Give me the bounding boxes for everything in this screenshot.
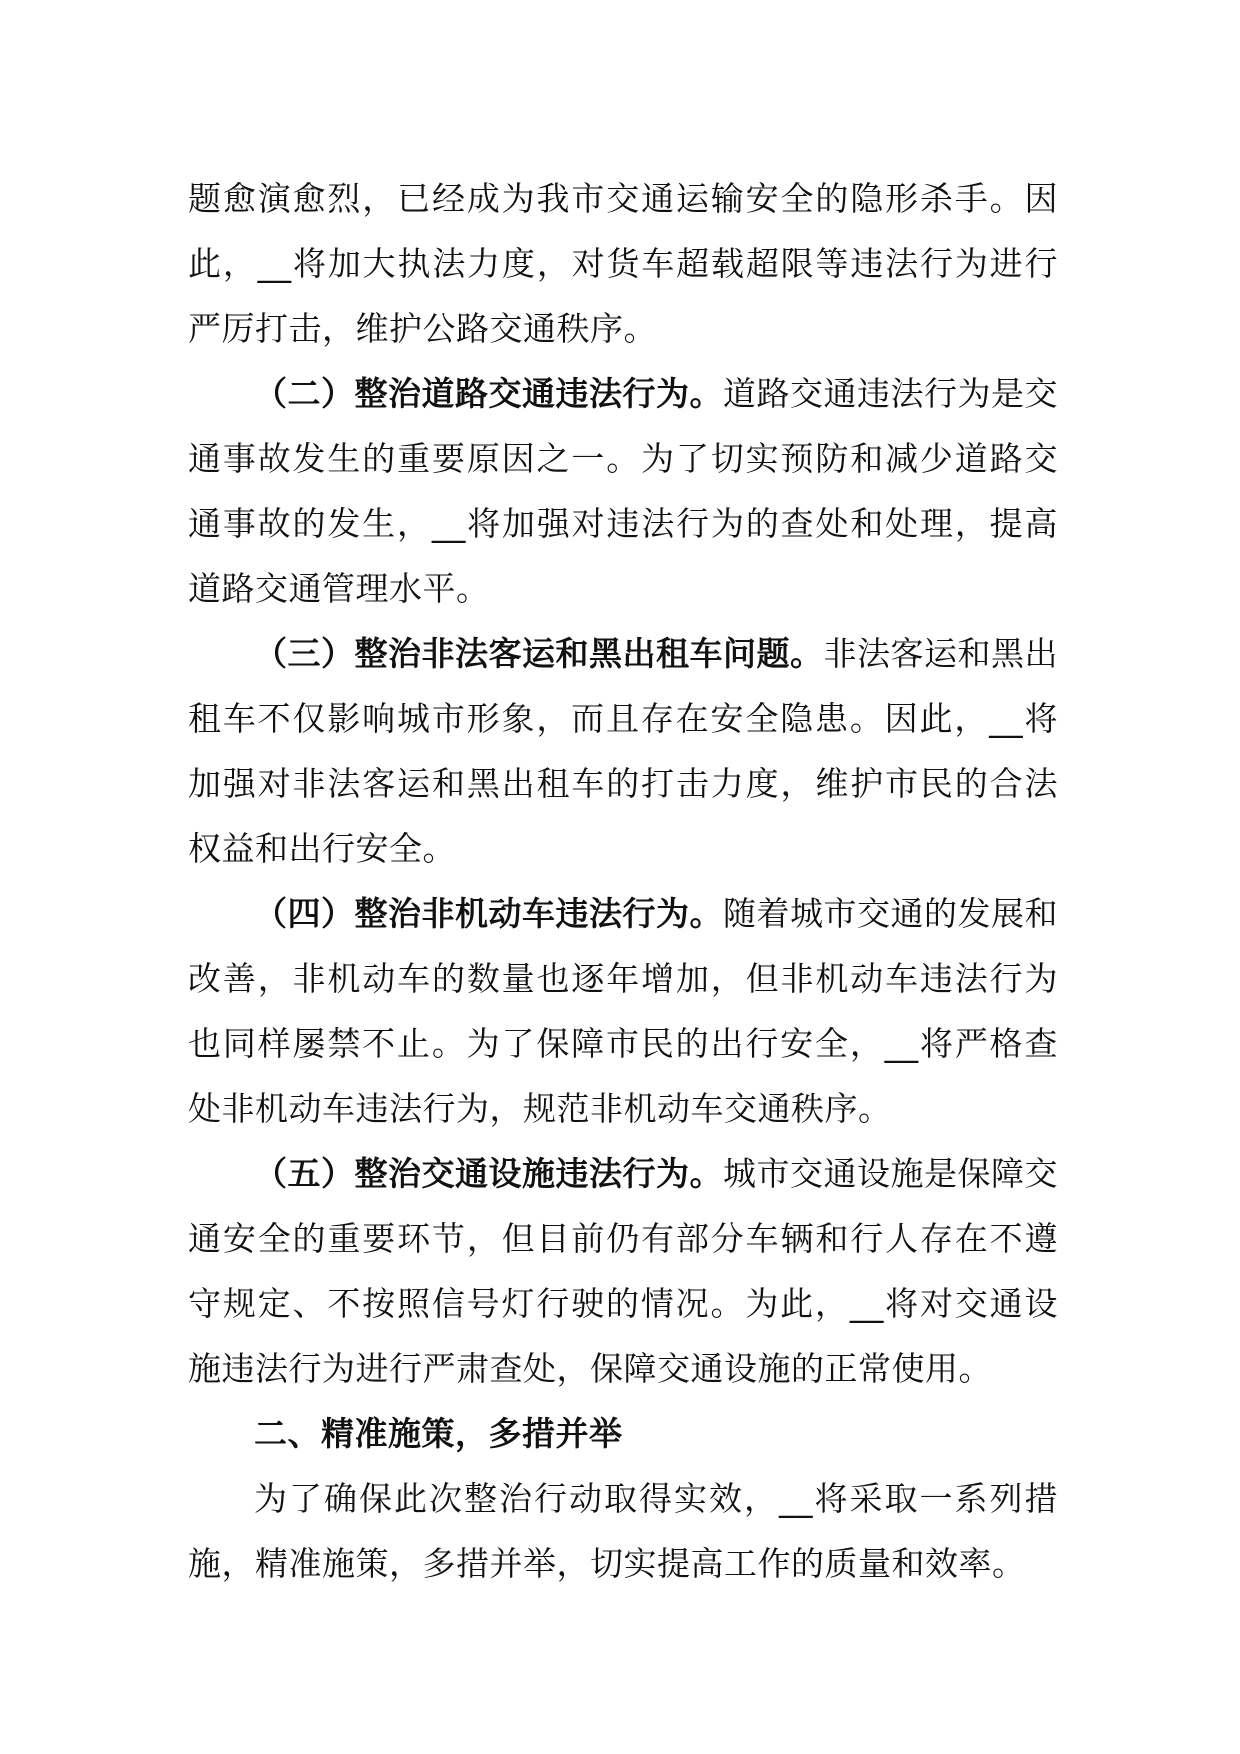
paragraph-text: 非法客运和黑出租车不仅影响城市形象，而且存在安全隐患。因此，__将加强对非法客运和黑出租车的打击力度，维护市民的合法权益和出行安全。 <box>188 634 1058 868</box>
paragraph-text: 道路交通违法行为是交通事故发生的重要原因之一。为了切实预防和减少道路交通事故的发生，__将加强对违法行为的查处和处理，提高道路交通管理水平。 <box>188 374 1058 608</box>
paragraph-continuation <box>188 166 1058 361</box>
paragraph-text: 城市交通设施是保障交通安全的重要环节，但目前仍有部分车辆和行人存在不遵守规定、不按照信号灯行驶的情况。为此，__将对交通设施违法行为进行严肃查处，保障交通设施的正常使用。 <box>188 1154 1058 1388</box>
paragraph-lead: （四）整治非机动车违法行为。 <box>254 894 723 933</box>
paragraph-lead: （三）整治非法客运和黑出租车问题。 <box>254 634 824 673</box>
paragraph-item-2 <box>188 361 1058 621</box>
paragraph-lead: （五）整治交通设施违法行为。 <box>254 1154 723 1193</box>
section-heading: 二、精准施策，多措并举 <box>254 1414 623 1453</box>
document-page <box>188 166 1058 1596</box>
paragraph-lead: （二）整治道路交通违法行为。 <box>254 374 723 413</box>
paragraph-text: 随着城市交通的发展和改善，非机动车的数量也逐年增加，但非机动车违法行为也同样屡禁不止。为了保障市民的出行安全，__将严格查处非机动车违法行为，规范非机动车交通秩序。 <box>188 894 1058 1128</box>
paragraph-item-5 <box>188 1141 1058 1401</box>
section-paragraph: 为了确保此次整治行动取得实效，__将采取一系列措施，精准施策，多措并举，切实提高工作的质量和效率。 <box>188 1479 1058 1583</box>
paragraph-text: 题愈演愈烈，已经成为我市交通运输安全的隐形杀手。因此，__将加大执法力度，对货车超载超限等违法行为进行严厉打击，维护公路交通秩序。 <box>188 179 1058 348</box>
paragraph-item-4 <box>188 881 1058 1141</box>
paragraph-item-3 <box>188 621 1058 881</box>
